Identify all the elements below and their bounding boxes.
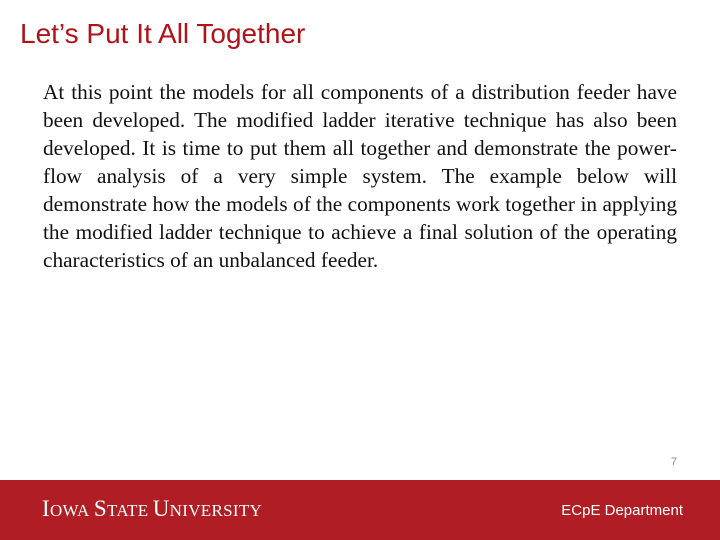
page-number: 7 <box>670 456 677 468</box>
slide-title: Let’s Put It All Together <box>20 18 306 49</box>
footer-bar <box>0 480 720 540</box>
department-label: ECpE Department <box>561 502 683 519</box>
slide-body-text: At this point the models for all components of a distribution feeder have been developed. The modified ladder iterative technique has also been developed. It is time to put them all together and demonstrate the power-flow analysis of a very simple system. The example below will demonstrate how the models of the components work together in applying the modified ladder technique to achieve a final solution of the operating characteristics of an unbalanced feeder. <box>43 80 677 272</box>
university-logo: IOWA STATE UNIVERSITY <box>42 496 263 521</box>
